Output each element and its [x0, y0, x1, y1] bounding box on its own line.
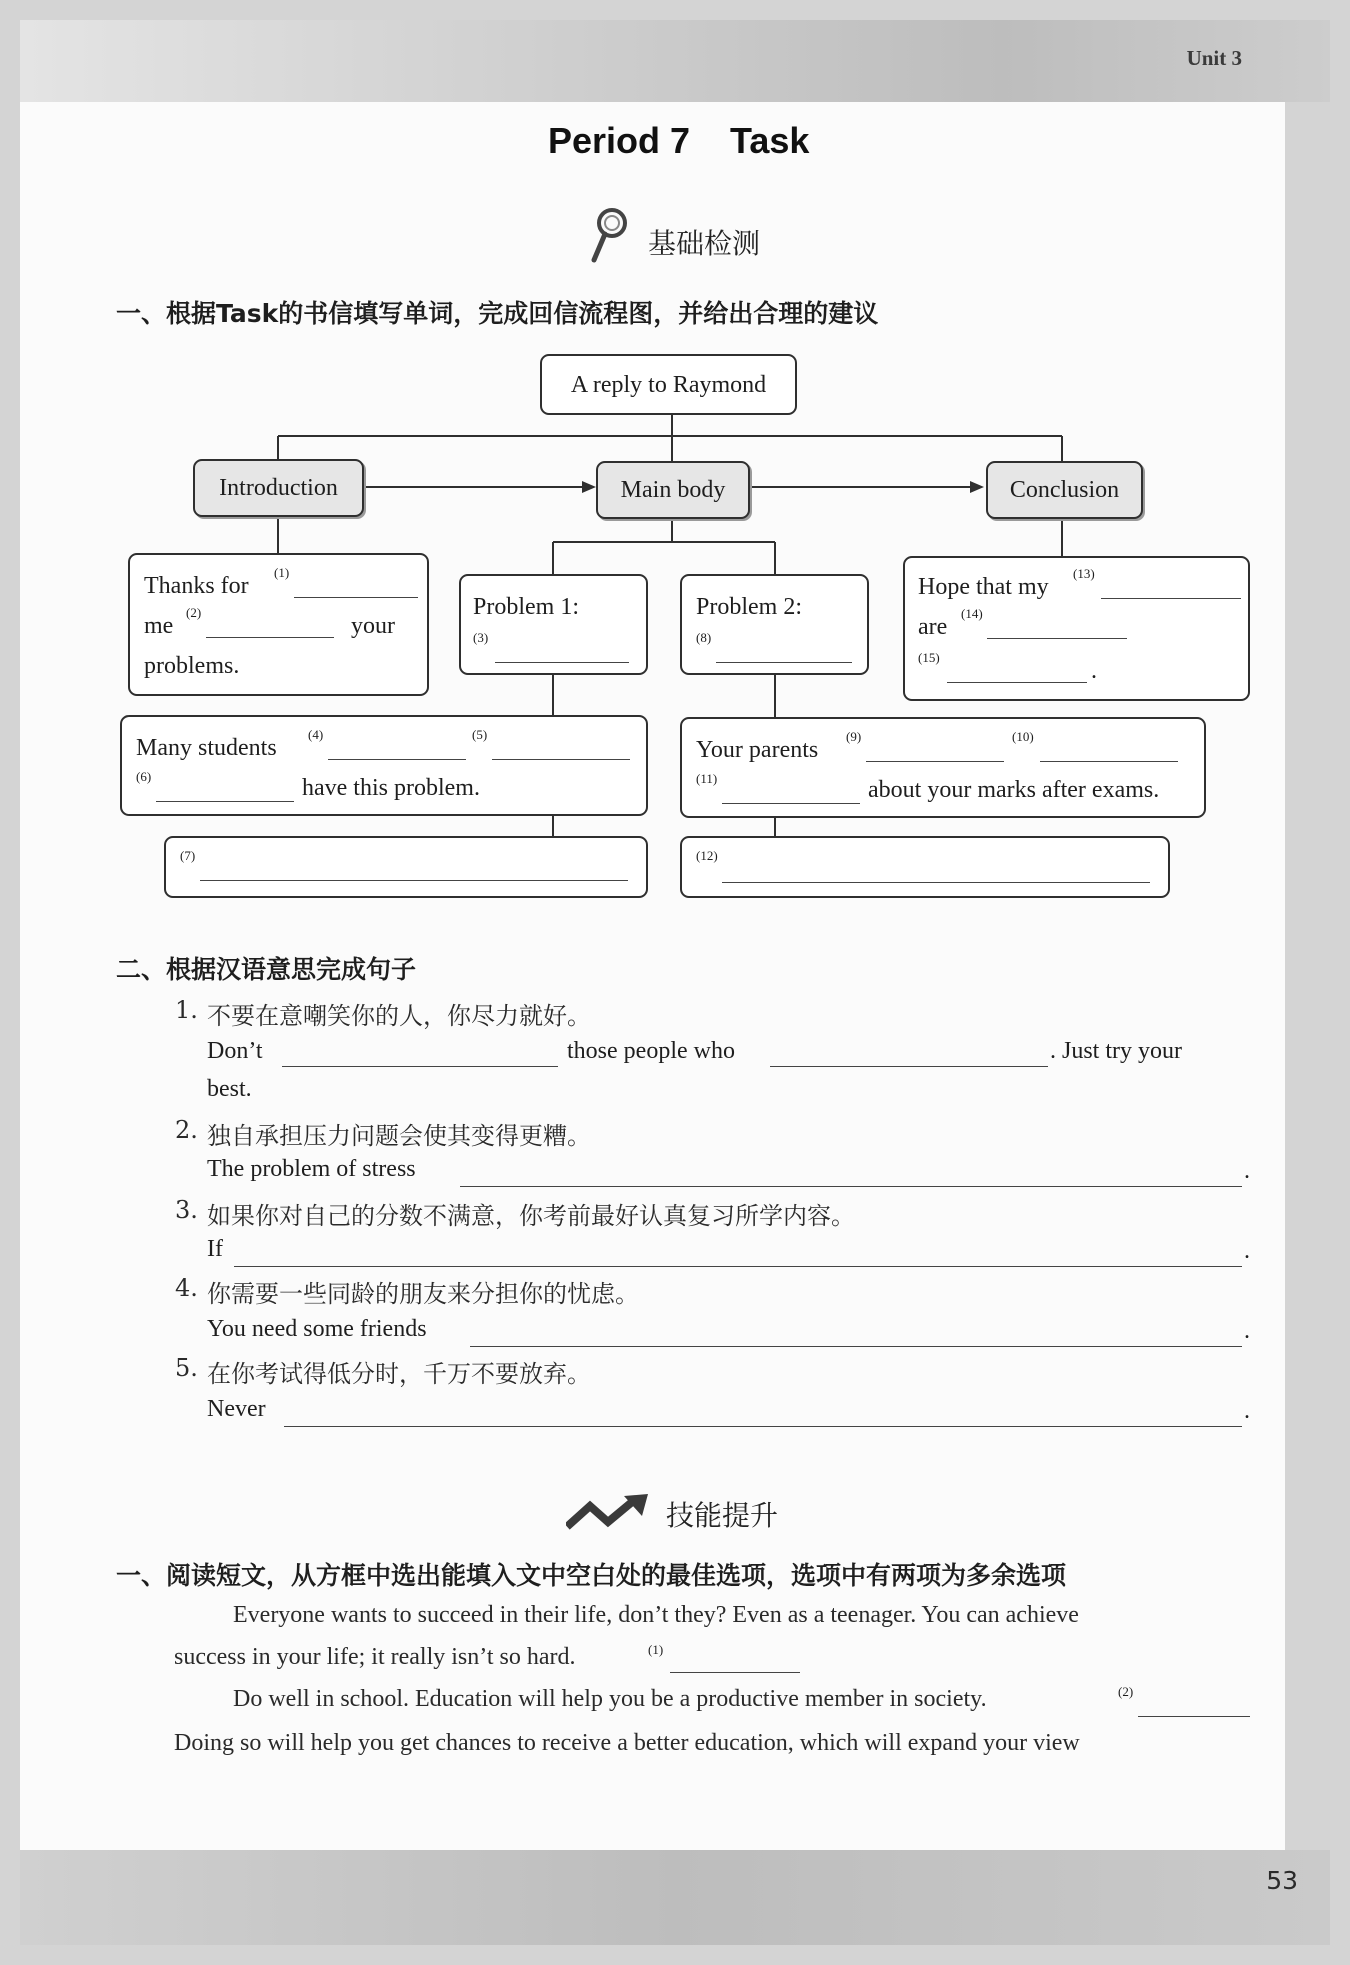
conclusion-text-1: Hope that my [918, 574, 1049, 600]
section-title-skill: 技能提升 [666, 1499, 779, 1532]
sentence-2-number: 2. [175, 1116, 198, 1144]
sentence-1-text-b: those people who [567, 1038, 735, 1064]
flow-root-label: A reply to Raymond [570, 371, 767, 398]
page-title: Period 7 Task [548, 120, 810, 161]
blank-number-11: (11) [696, 771, 718, 786]
footer-band [20, 1850, 1330, 1945]
flow-node-introduction-label: Introduction [219, 475, 338, 501]
unit-label: Unit 3 [1186, 46, 1242, 70]
sentence-4-text-a: You need some friends [207, 1316, 427, 1342]
sentence-3-end: . [1244, 1238, 1250, 1264]
flow-node-conclusion-label: Conclusion [1009, 477, 1120, 503]
blank-number-12: (12) [696, 848, 718, 863]
blank-number-3: (3) [473, 630, 489, 645]
sentence-2-end: . [1244, 1158, 1250, 1184]
blank-number-10: (10) [1012, 729, 1034, 744]
sentence-1-chinese: 不要在意嘲笑你的人，你尽力就好。 [207, 1002, 591, 1030]
blank-number-15: (15) [918, 650, 940, 665]
blank-number-9: (9) [846, 729, 862, 744]
reading-blank-2[interactable] [1138, 1716, 1250, 1717]
blank-number-8: (8) [696, 630, 712, 645]
problem-2-detail-box [680, 717, 1206, 818]
page-number: 53 [1266, 1866, 1298, 1895]
blank-number-14: (14) [961, 606, 983, 621]
p2-detail-text-2: about your marks after exams. [868, 777, 1160, 803]
sentence-1-text-d: best. [207, 1076, 252, 1102]
reading-blank-1[interactable] [670, 1672, 800, 1673]
part2-heading: 二、根据汉语意思完成句子 [116, 955, 417, 984]
intro-text-3: your [351, 613, 395, 639]
sentence-1-blank-2[interactable] [770, 1066, 1048, 1067]
reading-line-3: Do well in school. Education will help you be a productive member in society. [233, 1686, 987, 1712]
sentence-1-text-c: . Just try your [1050, 1038, 1182, 1064]
blank-number-6: (6) [136, 769, 152, 784]
sentence-5-end: . [1244, 1398, 1250, 1424]
problem-1-box [459, 574, 648, 675]
reading-line-4: Doing so will help you get chances to receive a better education, which will expand your view [174, 1730, 1080, 1756]
answer-blank-10[interactable] [1040, 761, 1178, 762]
reading-line-1: Everyone wants to succeed in their life, don’t they? Even as a teenager. You can achieve [233, 1602, 1079, 1628]
answer-blank-9[interactable] [866, 761, 1004, 762]
answer-blank-8[interactable] [716, 662, 852, 663]
conclusion-detail-box [903, 556, 1250, 701]
intro-detail-box [128, 553, 429, 696]
flow-node-main-body [596, 461, 750, 519]
flow-node-introduction [193, 459, 364, 517]
sentence-2-chinese: 独自承担压力问题会使其变得更糟。 [207, 1122, 591, 1150]
sentence-3-chinese: 如果你对自己的分数不满意，你考前最好认真复习所学内容。 [207, 1202, 855, 1230]
blank-number-5: (5) [472, 727, 488, 742]
part3-heading: 一、阅读短文，从方框中选出能填入文中空白处的最佳选项，选项中有两项为多余选项 [116, 1561, 1067, 1590]
answer-blank-13[interactable] [1101, 598, 1241, 599]
problem-2-label: Problem 2: [696, 594, 802, 620]
reading-line-2: success in your life; it really isn’t so hard. [174, 1644, 576, 1670]
sentence-4-chinese: 你需要一些同龄的朋友来分担你的忧虑。 [207, 1280, 639, 1308]
blank-number-1: (1) [274, 565, 290, 580]
sentence-2-text-a: The problem of stress [207, 1156, 416, 1182]
conclusion-end: . [1091, 658, 1097, 684]
problem-2-box [680, 574, 869, 675]
sentence-4-blank[interactable] [470, 1346, 1242, 1347]
intro-text-1: Thanks for [144, 573, 249, 599]
blank-number-7: (7) [180, 848, 196, 863]
blank-number-2: (2) [186, 605, 202, 620]
answer-blank-15[interactable] [947, 682, 1087, 683]
sentence-1-blank-1[interactable] [282, 1066, 558, 1067]
sentence-5-chinese: 在你考试得低分时，千万不要放弃。 [207, 1360, 591, 1388]
reading-blank-number-1: (1) [648, 1642, 664, 1657]
part1-heading: 一、根据Task的书信填写单词，完成回信流程图，并给出合理的建议 [116, 299, 879, 328]
reading-blank-number-2: (2) [1118, 1684, 1134, 1699]
sentence-5-text-a: Never [207, 1396, 266, 1422]
advice-box-2 [680, 836, 1170, 898]
intro-text-4: problems. [144, 653, 240, 679]
p2-detail-text-1: Your parents [696, 737, 819, 763]
sentence-3-text-a: If [207, 1236, 223, 1262]
sentence-1-number: 1. [175, 996, 198, 1024]
p1-detail-text-1: Many students [136, 735, 277, 761]
answer-blank-12[interactable] [722, 882, 1150, 883]
sentence-3-number: 3. [175, 1196, 198, 1224]
answer-blank-11[interactable] [722, 803, 860, 804]
sentence-1-text-a: Don’t [207, 1038, 263, 1064]
answer-blank-2[interactable] [206, 637, 334, 638]
flow-node-conclusion [986, 461, 1143, 519]
section-title-basic: 基础检测 [648, 227, 761, 260]
sentence-4-number: 4. [175, 1274, 198, 1302]
sentence-3-blank[interactable] [234, 1266, 1242, 1267]
answer-blank-1[interactable] [294, 597, 418, 598]
blank-number-13: (13) [1073, 566, 1095, 581]
trend-arrow-icon [566, 1494, 654, 1534]
advice-box-1 [164, 836, 648, 898]
answer-blank-7[interactable] [200, 880, 628, 881]
answer-blank-3[interactable] [495, 662, 629, 663]
conclusion-text-2: are [918, 614, 948, 640]
blank-number-4: (4) [308, 727, 324, 742]
sentence-5-blank[interactable] [284, 1426, 1242, 1427]
sentence-4-end: . [1244, 1318, 1250, 1344]
answer-blank-5[interactable] [492, 759, 630, 760]
p1-detail-text-2: have this problem. [302, 775, 480, 801]
flow-node-main-body-label: Main body [620, 477, 726, 503]
sentence-2-blank[interactable] [460, 1186, 1242, 1187]
problem-1-detail-box [120, 715, 648, 816]
intro-text-2: me [144, 613, 174, 639]
answer-blank-4[interactable] [328, 759, 466, 760]
flow-root [540, 354, 797, 415]
problem-1-label: Problem 1: [473, 594, 579, 620]
sentence-5-number: 5. [175, 1354, 198, 1382]
answer-blank-6[interactable] [156, 801, 294, 802]
answer-blank-14[interactable] [987, 638, 1127, 639]
